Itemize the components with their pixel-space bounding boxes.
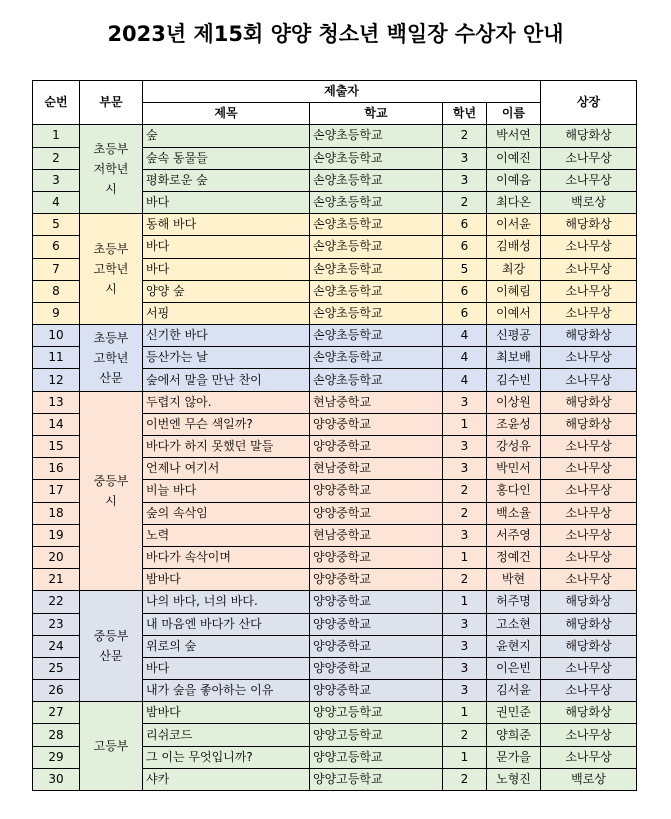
cell-name: 신평공 [487, 325, 541, 347]
cell-school: 손양초등학교 [310, 325, 443, 347]
cell-name: 허주명 [487, 591, 541, 613]
cell-grade: 5 [443, 258, 487, 280]
cell-award: 해당화상 [541, 214, 637, 236]
cell-name: 서주영 [487, 524, 541, 546]
cell-category: 고등부 [80, 702, 143, 791]
cell-name: 정예건 [487, 546, 541, 568]
cell-award: 소나무상 [541, 258, 637, 280]
cell-no: 1 [33, 125, 80, 147]
cell-award: 소나무상 [541, 569, 637, 591]
cell-no: 14 [33, 413, 80, 435]
cell-grade: 2 [443, 191, 487, 213]
cell-no: 23 [33, 613, 80, 635]
cell-award: 소나무상 [541, 169, 637, 191]
table-body [33, 125, 637, 791]
cell-award: 소나무상 [541, 236, 637, 258]
cell-award: 소나무상 [541, 302, 637, 324]
cell-title: 리쉬코드 [143, 724, 310, 746]
cell-name: 박현 [487, 569, 541, 591]
cell-grade: 3 [443, 524, 487, 546]
cell-title: 평화로운 숲 [143, 169, 310, 191]
cell-title: 이번엔 무슨 색일까? [143, 413, 310, 435]
cell-title: 바다 [143, 191, 310, 213]
cell-school: 양양중학교 [310, 546, 443, 568]
cell-title: 밤바다 [143, 569, 310, 591]
cell-name: 최다온 [487, 191, 541, 213]
cell-school: 양양고등학교 [310, 746, 443, 768]
cell-award: 해당화상 [541, 613, 637, 635]
cell-title: 비늘 바다 [143, 480, 310, 502]
cell-school: 양양중학교 [310, 657, 443, 679]
cell-award: 소나무상 [541, 436, 637, 458]
cell-no: 8 [33, 280, 80, 302]
cell-no: 30 [33, 768, 80, 790]
cell-school: 양양중학교 [310, 569, 443, 591]
cell-school: 손양초등학교 [310, 191, 443, 213]
cell-no: 3 [33, 169, 80, 191]
header-no: 순번 [33, 81, 80, 125]
cell-grade: 3 [443, 147, 487, 169]
cell-no: 18 [33, 502, 80, 524]
cell-no: 9 [33, 302, 80, 324]
cell-title: 바다 [143, 657, 310, 679]
cell-name: 이혜림 [487, 280, 541, 302]
cell-award: 소나무상 [541, 280, 637, 302]
cell-no: 20 [33, 546, 80, 568]
cell-grade: 2 [443, 125, 487, 147]
cell-no: 11 [33, 347, 80, 369]
cell-grade: 4 [443, 325, 487, 347]
cell-grade: 6 [443, 280, 487, 302]
cell-name: 양희준 [487, 724, 541, 746]
cell-school: 양양중학교 [310, 635, 443, 657]
cell-school: 현남중학교 [310, 391, 443, 413]
cell-title: 동해 바다 [143, 214, 310, 236]
cell-name: 노형진 [487, 768, 541, 790]
cell-no: 4 [33, 191, 80, 213]
cell-grade: 3 [443, 169, 487, 191]
cell-award: 소나무상 [541, 502, 637, 524]
cell-school: 손양초등학교 [310, 147, 443, 169]
cell-title: 바다 [143, 236, 310, 258]
cell-grade: 1 [443, 546, 487, 568]
cell-title: 바다 [143, 258, 310, 280]
cell-title: 등산가는 날 [143, 347, 310, 369]
cell-grade: 3 [443, 391, 487, 413]
award-table [32, 80, 637, 791]
cell-title: 바다가 하지 못했던 말들 [143, 436, 310, 458]
cell-title: 밤바다 [143, 702, 310, 724]
cell-name: 박서연 [487, 125, 541, 147]
cell-award: 소나무상 [541, 680, 637, 702]
header-award: 상장 [541, 81, 637, 125]
table-row [33, 702, 637, 724]
cell-award: 해당화상 [541, 325, 637, 347]
cell-name: 최보배 [487, 347, 541, 369]
cell-name: 조윤성 [487, 413, 541, 435]
cell-name: 홍다인 [487, 480, 541, 502]
cell-grade: 1 [443, 702, 487, 724]
cell-category: 중등부 시 [80, 391, 143, 591]
cell-school: 양양중학교 [310, 680, 443, 702]
cell-school: 손양초등학교 [310, 169, 443, 191]
cell-title: 숲속 동물들 [143, 147, 310, 169]
cell-no: 15 [33, 436, 80, 458]
cell-grade: 2 [443, 569, 487, 591]
cell-no: 17 [33, 480, 80, 502]
cell-award: 소나무상 [541, 657, 637, 679]
cell-title: 숲의 속삭임 [143, 502, 310, 524]
cell-grade: 3 [443, 635, 487, 657]
cell-no: 22 [33, 591, 80, 613]
cell-category: 초등부 고학년 산문 [80, 325, 143, 392]
cell-no: 7 [33, 258, 80, 280]
header-school: 학교 [310, 103, 443, 125]
cell-school: 손양초등학교 [310, 280, 443, 302]
cell-name: 권민준 [487, 702, 541, 724]
page-title: 2023년 제15회 양양 청소년 백일장 수상자 안내 [107, 22, 564, 46]
cell-school: 손양초등학교 [310, 236, 443, 258]
header-submitter: 제출자 [143, 81, 541, 103]
cell-no: 24 [33, 635, 80, 657]
cell-no: 26 [33, 680, 80, 702]
cell-name: 최강 [487, 258, 541, 280]
cell-grade: 1 [443, 591, 487, 613]
cell-school: 손양초등학교 [310, 125, 443, 147]
cell-title: 나의 바다, 너의 바다. [143, 591, 310, 613]
cell-title: 숲에서 말을 만난 찬이 [143, 369, 310, 391]
cell-title: 양양 숲 [143, 280, 310, 302]
cell-title: 바다가 속삭이며 [143, 546, 310, 568]
cell-name: 이상원 [487, 391, 541, 413]
cell-title: 두렵지 않아. [143, 391, 310, 413]
cell-grade: 3 [443, 680, 487, 702]
cell-award: 해당화상 [541, 635, 637, 657]
cell-name: 이서윤 [487, 214, 541, 236]
cell-school: 양양중학교 [310, 591, 443, 613]
cell-title: 샤카 [143, 768, 310, 790]
cell-title: 내 마음엔 바다가 산다 [143, 613, 310, 635]
cell-name: 고소현 [487, 613, 541, 635]
cell-school: 양양중학교 [310, 436, 443, 458]
cell-title: 위로의 숲 [143, 635, 310, 657]
cell-category: 중등부 산문 [80, 591, 143, 702]
cell-no: 2 [33, 147, 80, 169]
cell-award: 해당화상 [541, 702, 637, 724]
cell-award: 해당화상 [541, 125, 637, 147]
cell-school: 손양초등학교 [310, 347, 443, 369]
header-grade: 학년 [443, 103, 487, 125]
cell-school: 양양중학교 [310, 502, 443, 524]
cell-grade: 3 [443, 657, 487, 679]
cell-award: 소나무상 [541, 724, 637, 746]
cell-award: 해당화상 [541, 391, 637, 413]
cell-grade: 3 [443, 458, 487, 480]
cell-title: 서핑 [143, 302, 310, 324]
cell-name: 이예진 [487, 147, 541, 169]
cell-school: 양양중학교 [310, 413, 443, 435]
cell-award: 소나무상 [541, 458, 637, 480]
table-row [33, 125, 637, 147]
cell-name: 이은빈 [487, 657, 541, 679]
cell-award: 소나무상 [541, 147, 637, 169]
table-row [33, 591, 637, 613]
table-row [33, 325, 637, 347]
cell-no: 19 [33, 524, 80, 546]
cell-no: 5 [33, 214, 80, 236]
cell-title: 신기한 바다 [143, 325, 310, 347]
cell-title: 노력 [143, 524, 310, 546]
cell-grade: 3 [443, 613, 487, 635]
cell-no: 12 [33, 369, 80, 391]
cell-name: 이예서 [487, 302, 541, 324]
cell-name: 박민서 [487, 458, 541, 480]
cell-grade: 2 [443, 724, 487, 746]
header-name: 이름 [487, 103, 541, 125]
cell-grade: 4 [443, 347, 487, 369]
cell-grade: 2 [443, 480, 487, 502]
cell-award: 소나무상 [541, 524, 637, 546]
cell-no: 25 [33, 657, 80, 679]
cell-grade: 2 [443, 768, 487, 790]
cell-name: 김배성 [487, 236, 541, 258]
table-row [33, 214, 637, 236]
cell-school: 손양초등학교 [310, 369, 443, 391]
cell-title: 내가 숲을 좋아하는 이유 [143, 680, 310, 702]
cell-school: 손양초등학교 [310, 302, 443, 324]
cell-award: 해당화상 [541, 591, 637, 613]
cell-school: 손양초등학교 [310, 214, 443, 236]
cell-no: 27 [33, 702, 80, 724]
cell-name: 김서윤 [487, 680, 541, 702]
cell-school: 양양고등학교 [310, 724, 443, 746]
cell-name: 백소율 [487, 502, 541, 524]
cell-no: 16 [33, 458, 80, 480]
cell-award: 소나무상 [541, 347, 637, 369]
cell-name: 강성유 [487, 436, 541, 458]
header-title: 제목 [143, 103, 310, 125]
cell-award: 백로상 [541, 191, 637, 213]
cell-award: 소나무상 [541, 369, 637, 391]
cell-name: 이예음 [487, 169, 541, 191]
cell-name: 윤현지 [487, 635, 541, 657]
cell-grade: 3 [443, 436, 487, 458]
cell-grade: 2 [443, 502, 487, 524]
cell-no: 10 [33, 325, 80, 347]
cell-grade: 6 [443, 302, 487, 324]
table-row [33, 391, 637, 413]
cell-school: 양양고등학교 [310, 702, 443, 724]
cell-award: 소나무상 [541, 480, 637, 502]
cell-award: 백로상 [541, 768, 637, 790]
cell-school: 현남중학교 [310, 524, 443, 546]
cell-title: 그 이는 무엇입니까? [143, 746, 310, 768]
cell-no: 21 [33, 569, 80, 591]
cell-grade: 4 [443, 369, 487, 391]
cell-award: 소나무상 [541, 746, 637, 768]
cell-school: 양양중학교 [310, 613, 443, 635]
cell-title: 숲 [143, 125, 310, 147]
cell-award: 해당화상 [541, 413, 637, 435]
cell-no: 13 [33, 391, 80, 413]
cell-award: 소나무상 [541, 546, 637, 568]
cell-school: 양양중학교 [310, 480, 443, 502]
cell-no: 28 [33, 724, 80, 746]
header-category: 부문 [80, 81, 143, 125]
cell-name: 문가을 [487, 746, 541, 768]
cell-grade: 1 [443, 413, 487, 435]
cell-school: 양양고등학교 [310, 768, 443, 790]
cell-school: 현남중학교 [310, 458, 443, 480]
table-header [33, 81, 637, 125]
cell-category: 초등부 저학년 시 [80, 125, 143, 214]
cell-category: 초등부 고학년 시 [80, 214, 143, 325]
cell-grade: 6 [443, 214, 487, 236]
cell-no: 29 [33, 746, 80, 768]
cell-school: 손양초등학교 [310, 258, 443, 280]
cell-name: 김수빈 [487, 369, 541, 391]
cell-grade: 6 [443, 236, 487, 258]
cell-grade: 1 [443, 746, 487, 768]
cell-no: 6 [33, 236, 80, 258]
cell-title: 언제나 여기서 [143, 458, 310, 480]
